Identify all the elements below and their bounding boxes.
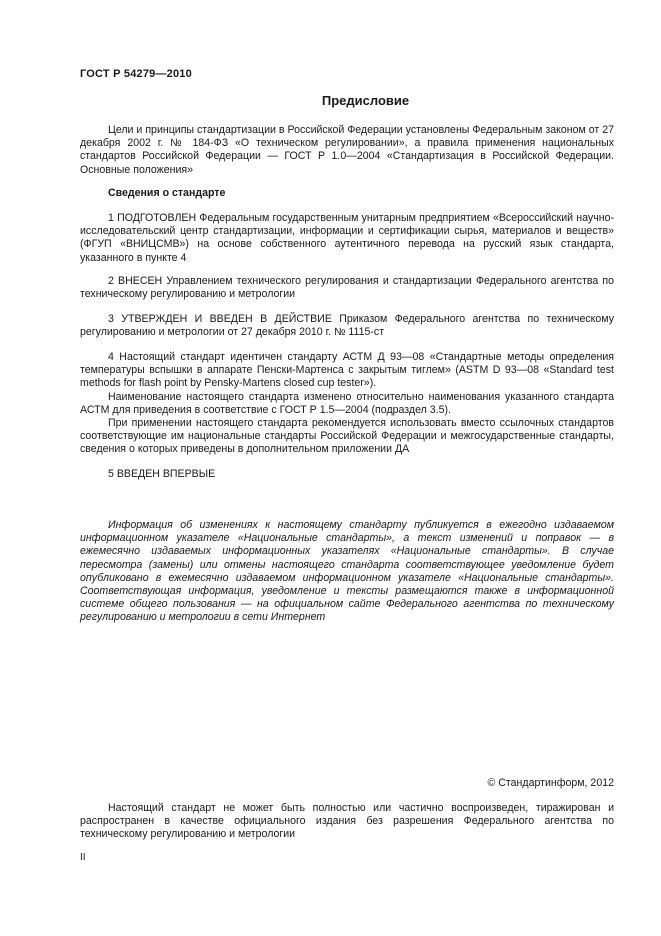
item-3: [80, 313, 614, 339]
rights-paragraph: [80, 802, 614, 842]
notice-paragraph: [80, 519, 614, 625]
intro-paragraph: [80, 124, 614, 177]
page-number: II: [80, 852, 86, 863]
item-4-text: 4 Настоящий стандарт идентичен стандарту АСТМ Д 93—08 «Стандартные методы определения температуры вспышки в аппарате Пенски-Мартенса с закрытым тиглем» (ASTM D 93—08 «Standard test methods for flash point by Pensky-Martens closed cup tester»).: [80, 351, 614, 390]
intro-text: Цели и принципы стандартизации в Российской Федерации установлены Федеральным законом от 27 декабря 2002 г. № 184-ФЗ «О техническом регулировании», а правила применения национальных стандартов Российской Федерации — ГОСТ Р 1.0—2004 «Стандартизация в Российской Федерации. Основные положения»: [80, 124, 614, 176]
rights-text: Настоящий стандарт не может быть полностью или частично воспроизведен, тиражирован и распространен в качестве официального издания без разрешения Федерального агентства по техническому регулированию и метрологии: [80, 802, 614, 841]
item-5-text: 5 ВВЕДЕН ВПЕРВЫЕ: [108, 468, 216, 480]
item-3-text: 3 УТВЕРЖДЕН И ВВЕДЕН В ДЕЙСТВИЕ Приказом Федерального агентства по техническому регулированию и метрологии от 27 декабря 2010 г. № 1115-ст: [80, 313, 614, 339]
item-1-text: 1 ПОДГОТОВЛЕН Федеральным государственным унитарным предприятием «Всероссийский научно-исследовательский центр стандартизации, информации и сертификации сырья, материалов и веществ» (ФГУП «ВНИЦСМВ») на основе собственного аутентичного перевода на русский язык стандарта, указанного в пункте 4: [80, 212, 614, 264]
item-5: [80, 468, 614, 481]
section-subtitle: Сведения о стандарте: [108, 187, 226, 199]
item-2-text: 2 ВНЕСЕН Управлением технического регулирования и стандартизации Федерального агентства по техническому регулированию и метрологии: [80, 275, 614, 301]
page-title: Предисловие: [321, 93, 410, 108]
notice-text: Информация об изменениях к настоящему стандарту публикуется в ежегодно издаваемом информационном указателе «Национальные стандарты», а текст изменений и поправок — в ежемесячно издаваемых информационных указателях «Национальные стандарты». В случае пересмотра (замены) или отмены настоящего стандарта соответствующее уведомление будет опубликовано в ежемесячно издаваемом информационном указателе «Национальные стандарты». Соответствующая информация, уведомление и тексты размещаются также в информационной системе общего пользования — на официальном сайте Федерального агентства по техническому регулированию и метрологии в сети Интернет: [80, 519, 614, 624]
item-4: [80, 351, 614, 457]
item-4-name-note: Наименование настоящего стандарта изменено относительно наименования указанного стандарта АСТМ для приведения в соответствие с ГОСТ Р 1.5—2004 (подраздел 3.5).: [80, 390, 614, 416]
item-1: [80, 212, 614, 265]
document-code: ГОСТ Р 54279—2010: [80, 68, 192, 80]
item-4-usage-note: При применении настоящего стандарта рекомендуется использовать вместо ссылочных стандартов соответствующие им национальные стандарты Российской Федерации и межгосударственные стандарты, сведения о которых приведены в дополнительном приложении ДА: [80, 417, 614, 456]
item-2: [80, 275, 614, 301]
copyright: © Стандартинформ, 2012: [487, 777, 614, 789]
